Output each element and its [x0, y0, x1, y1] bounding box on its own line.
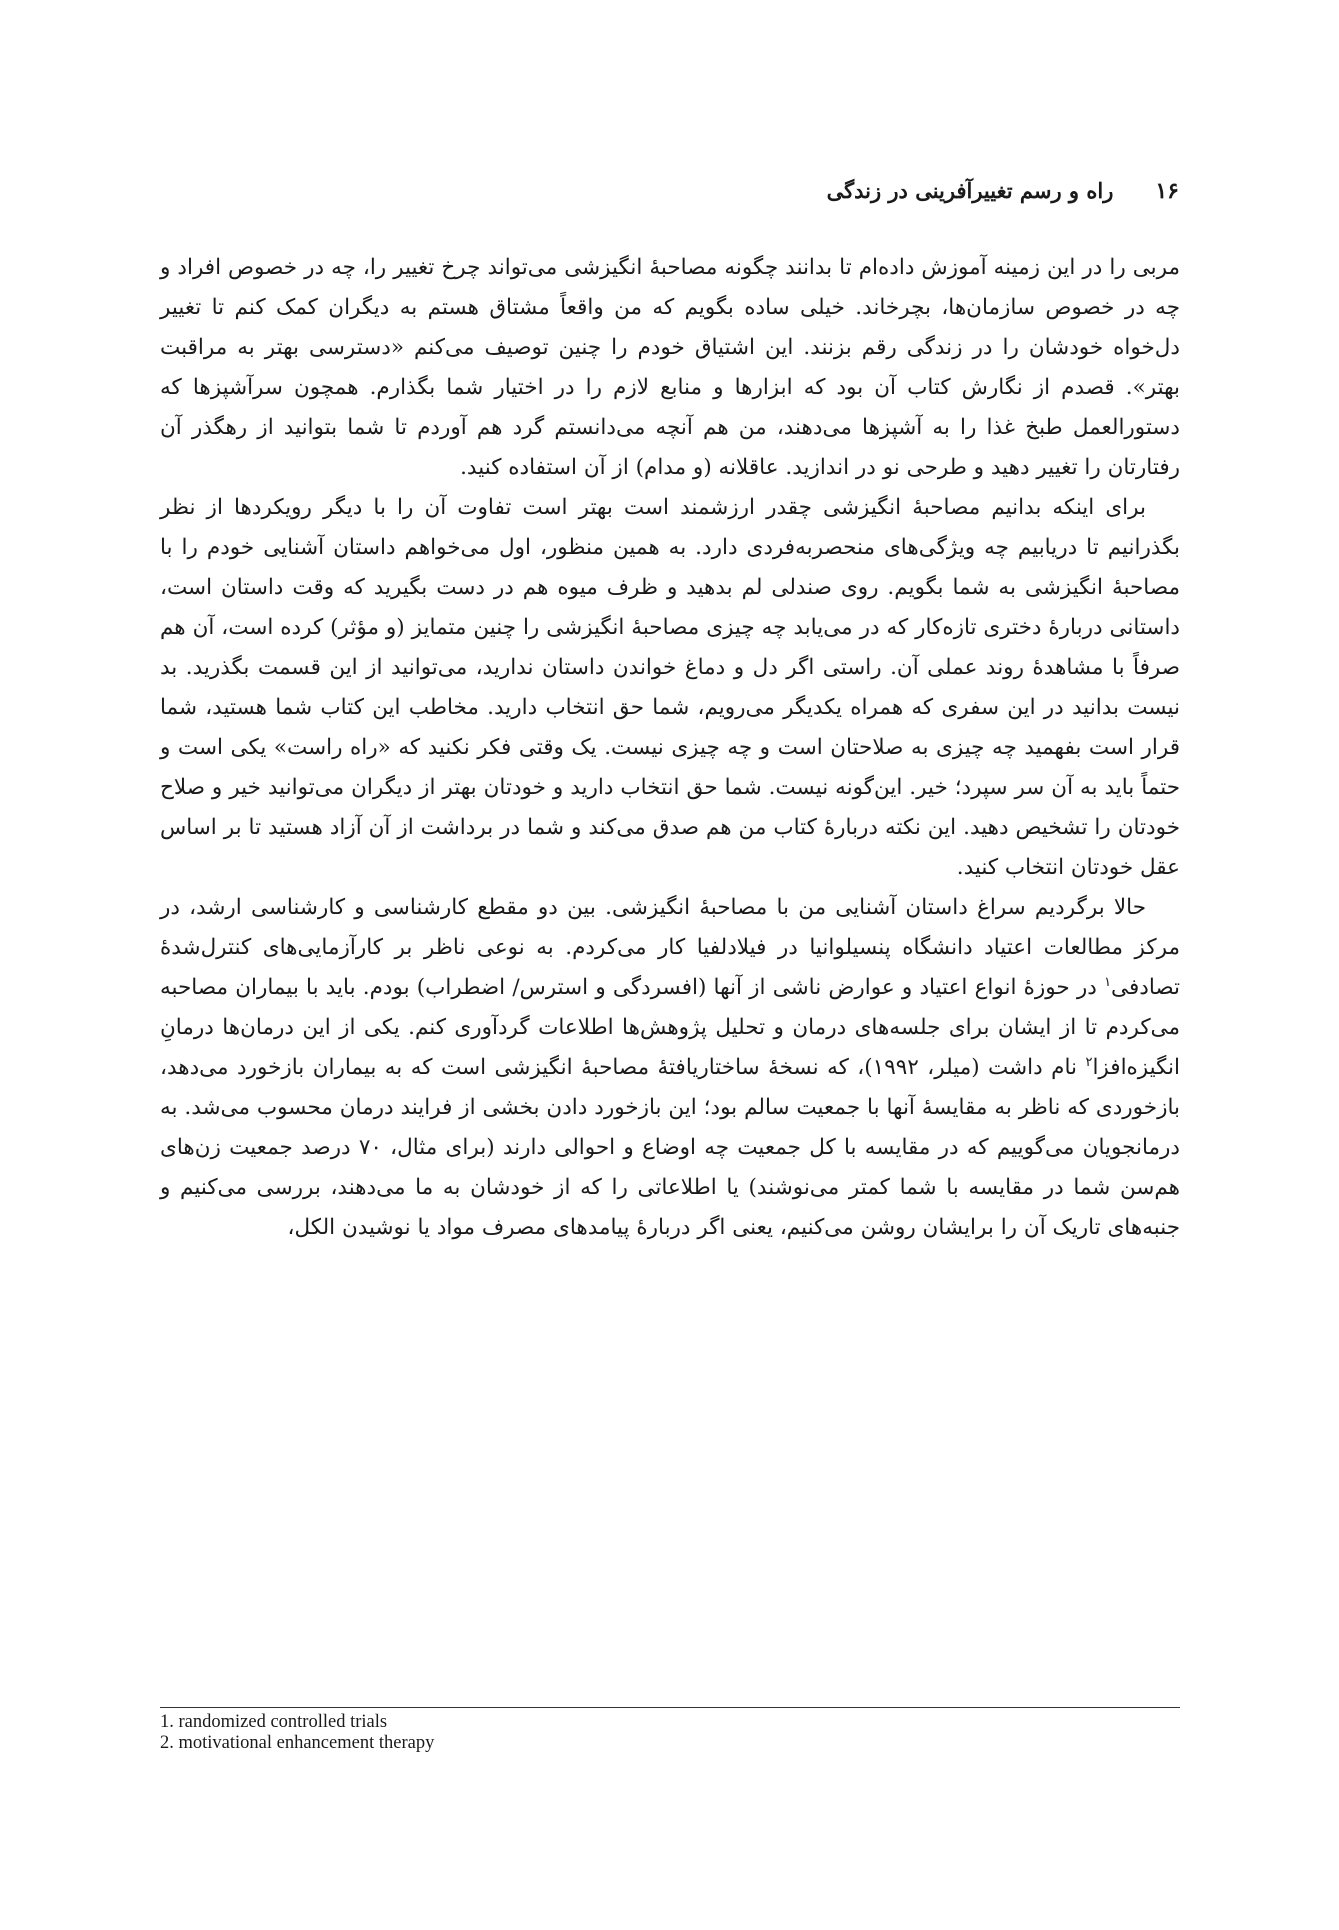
- page-header: [160, 178, 1179, 214]
- footnote-2: 2. motivational enhancement therapy: [160, 1733, 435, 1753]
- footnote-ref-1: ۱: [1104, 974, 1112, 990]
- footnotes: [160, 1712, 960, 1754]
- paragraph-3-part-1: حالا برگردیم سراغ داستان آشنایی من با مصاحبهٔ انگیزشی. بین دو مقطع کارشناسی و کارشناسی ارشد، در مرکز مطالعات اعتیاد دانشگاه پنسیلوانیا در فیلادلفیا کار می‌کردم. به نوعی ناظر بر کارآزمایی‌های کنترل‌شدهٔ تصادفی: [160, 895, 1180, 1000]
- running-title: راه و رسم تغییرآفرینی در زندگی: [826, 178, 1114, 203]
- footnote-1: 1. randomized controlled trials: [160, 1712, 388, 1732]
- paragraph-1: مربی را در این زمینه آموزش داده‌ام تا بدانند چگونه مصاحبهٔ انگیزشی می‌تواند چرخ تغییر را، چه در خصوص افراد و چه در خصوص سازمان‌ها، بچرخاند. خیلی ساده بگویم که من واقعاً مشتاق هستم به دیگران کمک کنم تا تغییر دل‌خواه خودشان را در زندگی رقم بزنند. این اشتیاق خودم را چنین توصیف می‌کنم «دسترسی بهتر به مراقبت بهتر». قصدم از نگارش کتاب آن بود که ابزارها و منابع لازم را در اختیار شما بگذارم. همچون سرآشپزها که دستورالعمل طبخ غذا را به آشپزها می‌دهند، من هم آنچه می‌دانستم گرد هم آوردم تا شما بتوانید از رهگذر آن رفتارتان را تغییر دهید و طرحی نو در اندازید. عاقلانه (و مدام) از آن استفاده کنید.: [160, 255, 1180, 480]
- paragraph-2: برای اینکه بدانیم مصاحبهٔ انگیزشی چقدر ارزشمند است بهتر است تفاوت آن را با دیگر رویکردها از نظر بگذرانیم تا دریابیم چه ویژگی‌های منحصربه‌فردی دارد. به همین منظور، اول می‌خواهم داستان آشنایی خودم را با مصاحبهٔ انگیزشی به شما بگویم. روی صندلی لم بدهید و ظرف میوه هم در دست بگیرید که وقت داستان است، داستانی دربارهٔ دختری تازه‌کار که در می‌یابد چه چیزی مصاحبهٔ انگیزشی را چنین متمایز (و مؤثر) کرده است، آن هم صرفاً با مشاهدهٔ روند عملی آن. راستی اگر دل و دماغ خواندن داستان ندارید، می‌توانید از این قسمت بگذرید. بد نیست بدانید در این سفری که همراه یکدیگر می‌رویم، شما حق انتخاب دارید. مخاطب این کتاب شما هستید، شما قرار است بفهمید چه چیزی به صلاحتان است و چه چیزی نیست. یک وقتی فکر نکنید که «راه راست» یکی است و حتماً باید به آن سر سپرد؛ خیر. این‌گونه نیست. شما حق انتخاب دارید و خودتان بهتر از دیگران می‌توانید خیر و صلاح خودتان را تشخیص دهید. این نکته دربارهٔ کتاب من هم صدق می‌کند و شما در برداشت از آن آزاد هستید تا بر اساس عقل خودتان انتخاب کنید.: [160, 495, 1180, 880]
- footnote-divider: [160, 1707, 1180, 1708]
- page-number: ۱۶: [1155, 178, 1179, 204]
- paragraph-3-part-2: در حوزهٔ انواع اعتیاد و عوارض ناشی از آنها (افسردگی و استرس/ اضطراب) بودم. باید با بیماران مصاحبه می‌کردم تا از ایشان برای جلسه‌های درمان و تحلیل پژوهش‌ها اطلاعات گردآوری کنم. یکی از این درمان‌ها درمانِ انگیزه‌افزا: [160, 975, 1180, 1080]
- body-text: [160, 248, 1180, 1248]
- paragraph-3: [160, 888, 1180, 1248]
- footnote-ref-2: ۲: [1085, 1054, 1093, 1070]
- paragraph-3-part-3: نام داشت (میلر، ۱۹۹۲)، که نسخهٔ ساختاریافتهٔ مصاحبهٔ انگیزشی است که به بیماران بازخورد می‌دهد، بازخوردی که ناظر به مقایسهٔ آنها با جمعیت سالم بود؛ این بازخورد دادن بخشی از فرایند درمان محسوب می‌شد. به درمانجویان می‌گوییم که در مقایسه با کل جمعیت چه اوضاع و احوالی دارند (برای مثال، ۷۰ درصد جمعیت زن‌های هم‌سن شما در مقایسه با شما کمتر می‌نوشند) یا اطلاعاتی را که از خودشان به ما می‌دهند، بررسی می‌کنیم و جنبه‌های تاریک آن را برایشان روشن می‌کنیم، یعنی اگر دربارهٔ پیامدهای مصرف مواد یا نوشیدن الکل،: [160, 1055, 1180, 1240]
